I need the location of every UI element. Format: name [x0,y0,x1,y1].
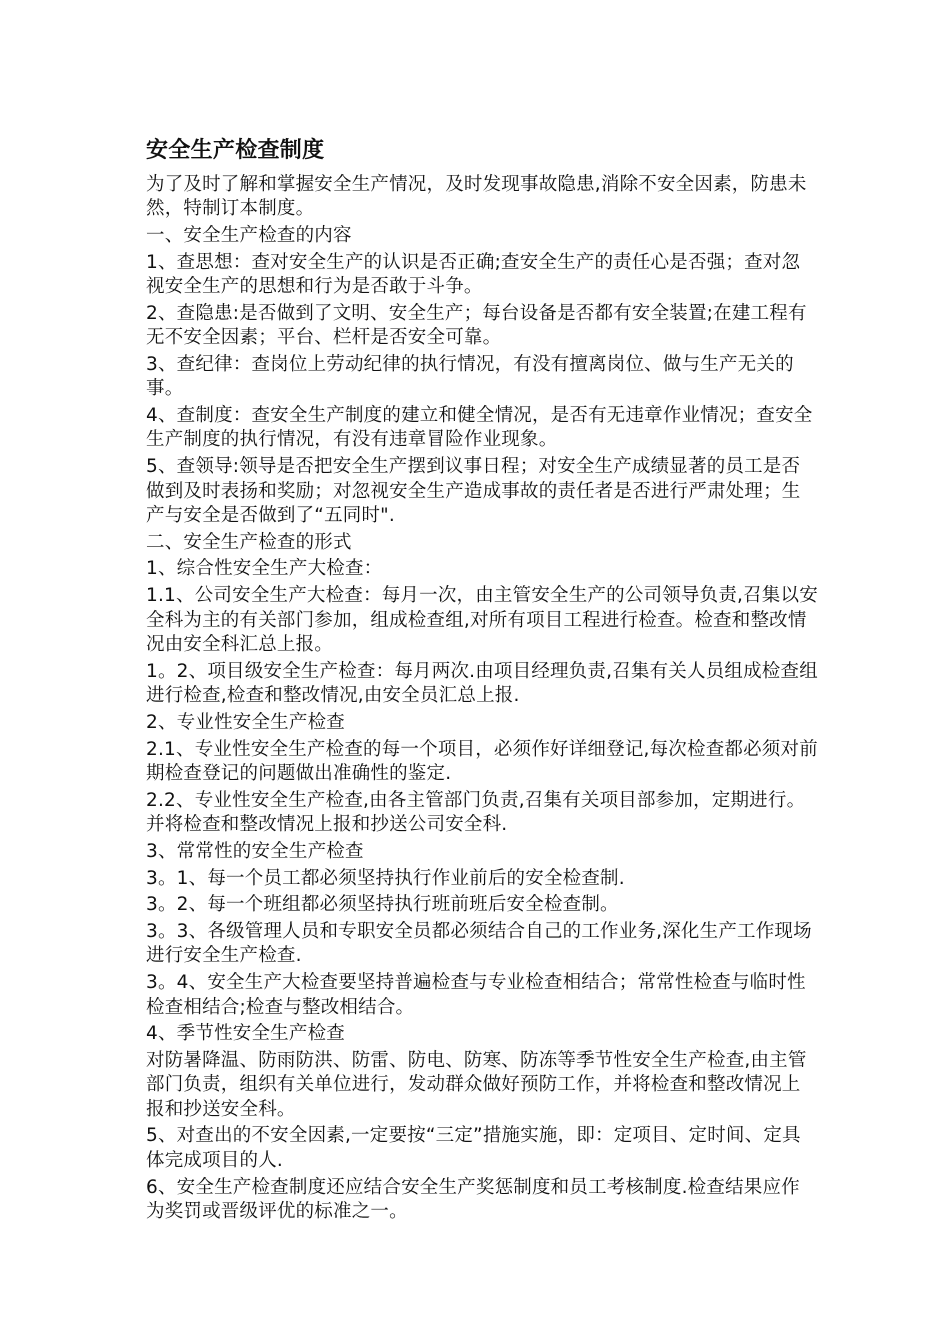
item-manager-check: 3。3、各级管理人员和专职安全员都必须结合自己的工作业务,深化生产工作现场进行安全生产检查. [146,921,812,967]
subheading-professional: 2、专业性安全生产检查 [146,711,345,733]
item-company-inspection: 1.1、公司安全生产大检查：每月一次，由主管安全生产的公司领导负责,召集以安全科为主的有关部门参加，组成检查组,对所有项目工程进行检查。检查和整改情况由安全科汇总上报。 [146,585,818,655]
subheading-comprehensive: 1、综合性安全生产大检查： [146,558,383,580]
item-employee-check: 3。1、每一个员工都必须坚持执行作业前后的安全检查制. [146,867,625,889]
item-combined-check: 3。4、安全生产大检查要坚持普遍检查与专业检查相结合；常常性检查与临时性检查相结合;检查与整改相结合。 [146,972,806,1018]
item-check-system: 4、查制度：查安全生产制度的建立和健全情况，是否有无违章作业情况；查安全生产制度的执行情况，有没有违章冒险作业现象。 [146,405,813,451]
item-professional-record: 2.1、专业性安全生产检查的每一个项目，必须作好详细登记,每次检查都必须对前期检查登记的问题做出准确性的鉴定. [146,738,818,784]
intro-paragraph: 为了及时了解和掌握安全生产情况，及时发现事故隐患,消除不安全因素，防患未然，特制订本制度。 [146,174,807,220]
item-check-hazard: 2、查隐患:是否做到了文明、安全生产；每台设备是否都有安全装置;在建工程有无不安全因素；平台、栏杆是否安全可靠。 [146,302,807,349]
item-professional-department: 2.2、专业性安全生产检查,由各主管部门负责,召集有关项目部参加，定期进行。并将检查和整改情况上报和抄送公司安全科. [146,789,806,835]
item-check-leadership: 5、查领导:领导是否把安全生产摆到议事日程；对安全生产成绩显著的员工是否做到及时表扬和奖励；对忽视安全生产造成事故的责任者是否进行严肃处理；生产与安全是否做到了“五同时". [146,456,801,526]
item-three-fixed: 5、对查出的不安全因素,一定要按“三定”措施实施，即：定项目、定时间、定具体完成项目的人. [146,1125,801,1171]
section-heading-form: 二、安全生产检查的形式 [146,531,352,553]
item-team-check: 3。2、每一个班组都必须坚持执行班前班后安全检查制。 [146,894,619,916]
subheading-regular: 3、常常性的安全生产检查 [146,840,364,862]
subheading-seasonal: 4、季节性安全生产检查 [146,1023,345,1045]
item-seasonal-detail: 对防暑降温、防雨防洪、防雷、防电、防寒、防冻等季节性安全生产检查,由主管部门负责，组织有关单位进行，发动群众做好预防工作，并将检查和整改情况上报和抄送安全科。 [146,1050,807,1120]
document-body [146,134,818,1227]
item-project-inspection: 1。2、项目级安全生产检查：每月两次.由项目经理负责,召集有关人员组成检查组进行检查,检查和整改情况,由安全员汇总上报. [146,660,818,706]
item-reward-penalty: 6、安全生产检查制度还应结合安全生产奖惩制度和员工考核制度.检查结果应作为奖罚或晋级评优的标准之一。 [146,1176,800,1222]
section-heading-content: 一、安全生产检查的内容 [146,225,352,247]
item-check-thought: 1、查思想：查对安全生产的认识是否正确;查安全生产的责任心是否强；查对忽视安全生产的思想和行为是否敢于斗争。 [146,251,801,298]
item-check-discipline: 3、查纪律：查岗位上劳动纪律的执行情况，有没有擅离岗位、做与生产无关的事。 [146,354,794,400]
document-title: 安全生产检查制度 [146,138,325,163]
